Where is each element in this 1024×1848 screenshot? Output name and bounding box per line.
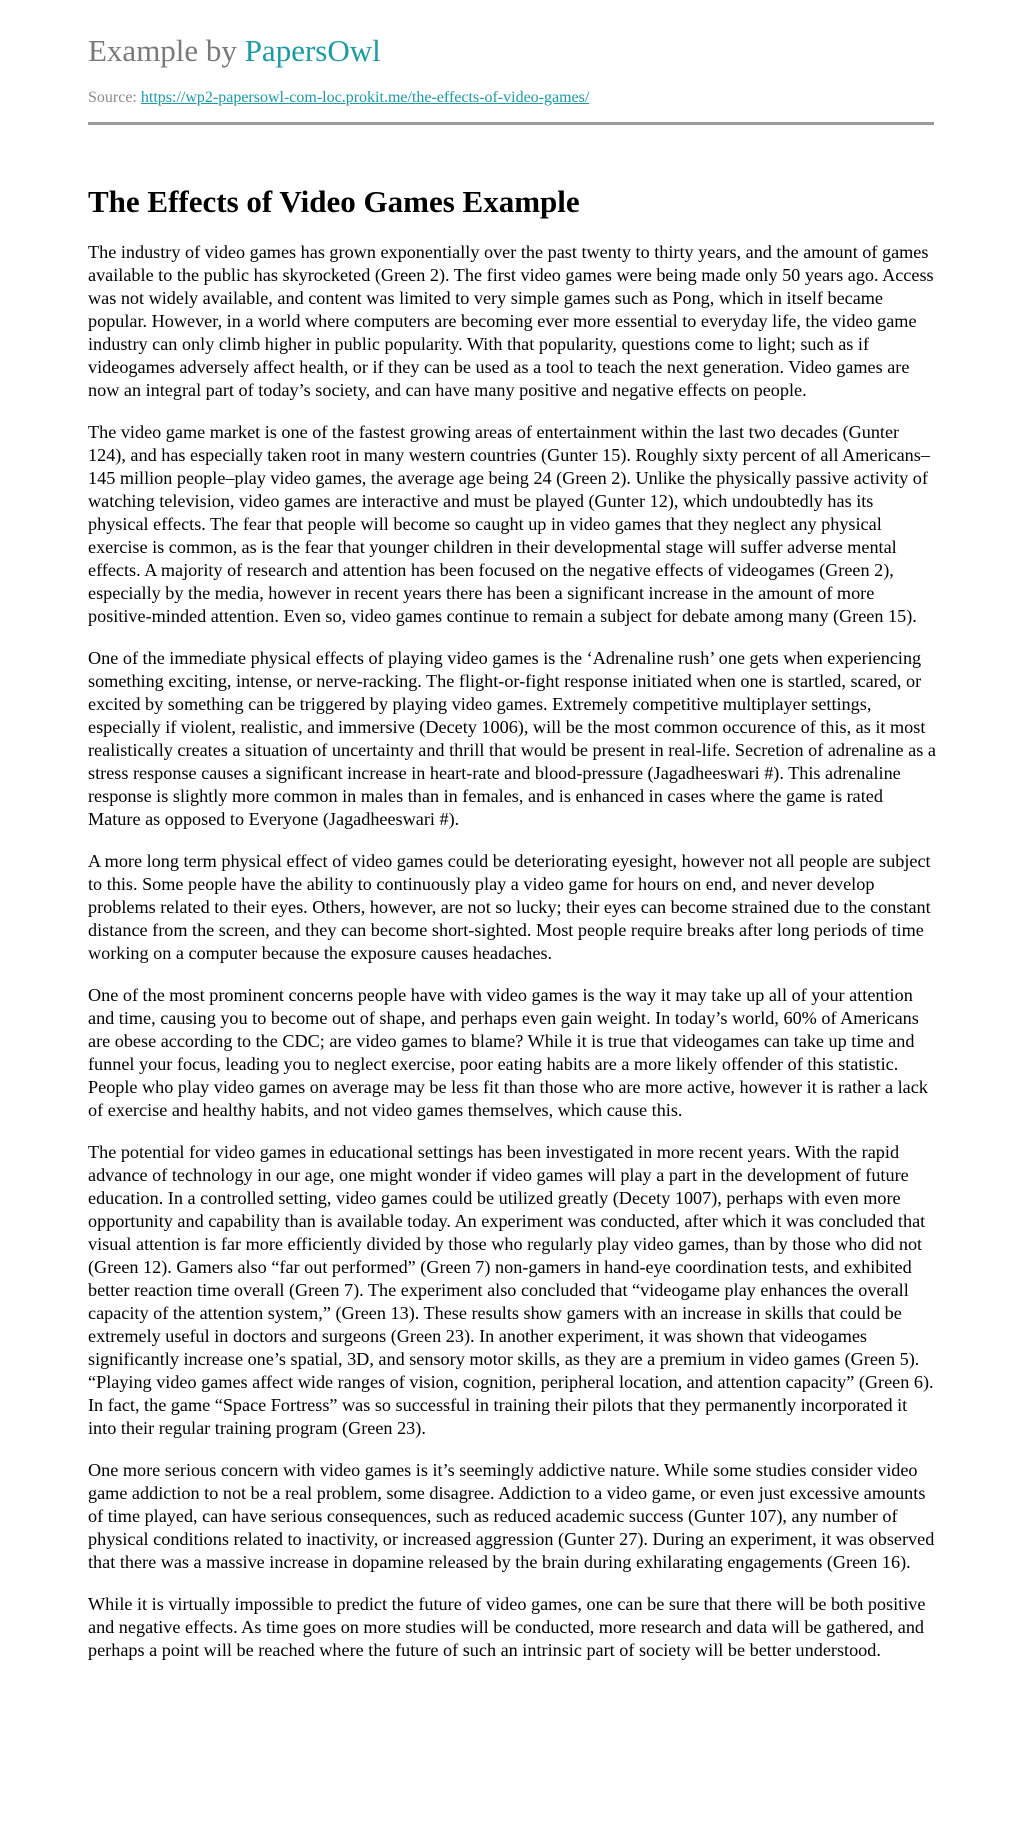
paragraph: The potential for video games in educational settings has been investigated in more recent years. With the rapid advance of technology in our age, one might wonder if video games will play a part in the development of future education. In a controlled setting, video games could be utilized greatly (Decety 1007), perhaps with even more opportunity and capability than is available today. An experiment was conducted, after which it was concluded that visual attention is far more efficiently divided by those who regularly play video games, than by those who did not (Green 12). Gamers also “far out performed” (Green 7) non-gamers in hand-eye coordination tests, and exhibited better reaction time overall (Green 7). The experiment also concluded that “videogame play enhances the overall capacity of the attention system,” (Green 13). These results show gamers with an increase in skills that could be extremely useful in doctors and surgeons (Green 23). In another experiment, it was shown that videogames significantly increase one’s spatial, 3D, and sensory motor skills, as they are a premium in video games (Green 5). “Playing video games affect wide ranges of vision, cognition, peripheral location, and attention capacity” (Green 6). In fact, the game “Space Fortress” was so successful in training their pilots that they permanently incorporated it into their regular training program (Green 23). [88,1142,934,1438]
document-title: The Effects of Video Games Example [88,184,580,219]
header-divider [88,122,934,125]
paragraph: While it is virtually impossible to predict the future of video games, one can be sure that there will be both positive and negative effects. As time goes on more studies will be conducted, more research and data will be gathered, and perhaps a point will be reached where the future of such an intrinsic part of society will be better understood. [88,1594,926,1660]
brand-name-link[interactable]: PapersOwl [244,33,381,68]
paragraph: The video game market is one of the fastest growing areas of entertainment within the last two decades (Gunter 124), and has especially taken root in many western countries (Gunter 15). Roughly sixty percent of all Americans–145 million people–play video games, the average age being 24 (Green 2). Unlike the physically passive activity of watching television, video games are interactive and must be played (Gunter 12), which undoubtedly has its physical effects. The fear that people will become so caught up in video games that they neglect any physical exercise is common, as is the fear that younger children in their developmental stage will suffer adverse mental effects. A majority of research and attention has been focused on the negative effects of videogames (Green 2), especially by the media, however in recent years there has been a significant increase in the amount of more positive-minded attention. Even so, video games continue to remain a subject for debate among many (Green 15). [88,422,930,626]
paragraph: The industry of video games has grown exponentially over the past twenty to thirty years, and the amount of games available to the public has skyrocketed (Green 2). The first video games were being made only 50 years ago. Access was not widely available, and content was limited to very simple games such as Pong, which in itself became popular. However, in a world where computers are becoming ever more essential to everyday life, the video game industry can only climb higher in public popularity. With that popularity, questions come to light; such as if videogames adversely affect health, or if they can be used as a tool to teach the next generation. Video games are now an integral part of today’s society, and can have many positive and negative effects on people. [88,242,934,400]
document-page [88,0,936,1681]
source-url-link[interactable]: https://wp2-papersowl-com-loc.prokit.me/the-effects-of-video-games/ [140,89,590,106]
source-label: Source: [88,89,141,106]
brand-prefix: Example by [88,33,245,68]
paragraph: One more serious concern with video games is it’s seemingly addictive nature. While some studies consider video game addiction to not be a real problem, some disagree. Addiction to a video game, or even just excessive amounts of time played, can have serious consequences, such as reduced academic success (Gunter 107), any number of physical conditions related to inactivity, or increased aggression (Gunter 27). During an experiment, it was observed that there was a massive increase in dopamine released by the brain during exhilarating engagements (Green 16). [88,1460,935,1572]
paragraph: One of the immediate physical effects of playing video games is the ‘Adrenaline rush’ one gets when experiencing something exciting, intense, or nerve-racking. The flight-or-fight response initiated when one is startled, scared, or excited by something can be triggered by playing video games. Extremely competitive multiplayer settings, especially if violent, realistic, and immersive (Decety 1006), will be the most common occurence of this, as it most realistically creates a situation of uncertainty and thrill that would be present in real-life. Secretion of adrenaline as a stress response causes a significant increase in heart-rate and blood-pressure (Jagadheeswari #). This adrenaline response is slightly more common in males than in females, and is enhanced in cases where the game is rated Mature as opposed to Everyone (Jagadheeswari #). [88,648,936,829]
paragraph: A more long term physical effect of video games could be deteriorating eyesight, however not all people are subject to this. Some people have the ability to continuously play a video game for hours on end, and never develop problems related to their eyes. Others, however, are not so lucky; their eyes can become strained due to the constant distance from the screen, and they can become short-sighted. Most people require breaks after long periods of time working on a computer because the exposure causes headaches. [88,851,931,963]
page-header [88,0,936,125]
brand-title [88,28,936,74]
source-line [88,88,936,108]
document-body [88,241,936,1662]
paragraph: One of the most prominent concerns people have with video games is the way it may take up all of your attention and time, causing you to become out of shape, and perhaps even gain weight. In today’s world, 60% of Americans are obese according to the CDC; are video games to blame? While it is true that videogames can take up time and funnel your focus, leading you to neglect exercise, poor eating habits are a more likely offender of this statistic. People who play video games on average may be less fit than those who are more active, however it is rather a lack of exercise and healthy habits, and not video games themselves, which cause this. [88,985,928,1120]
